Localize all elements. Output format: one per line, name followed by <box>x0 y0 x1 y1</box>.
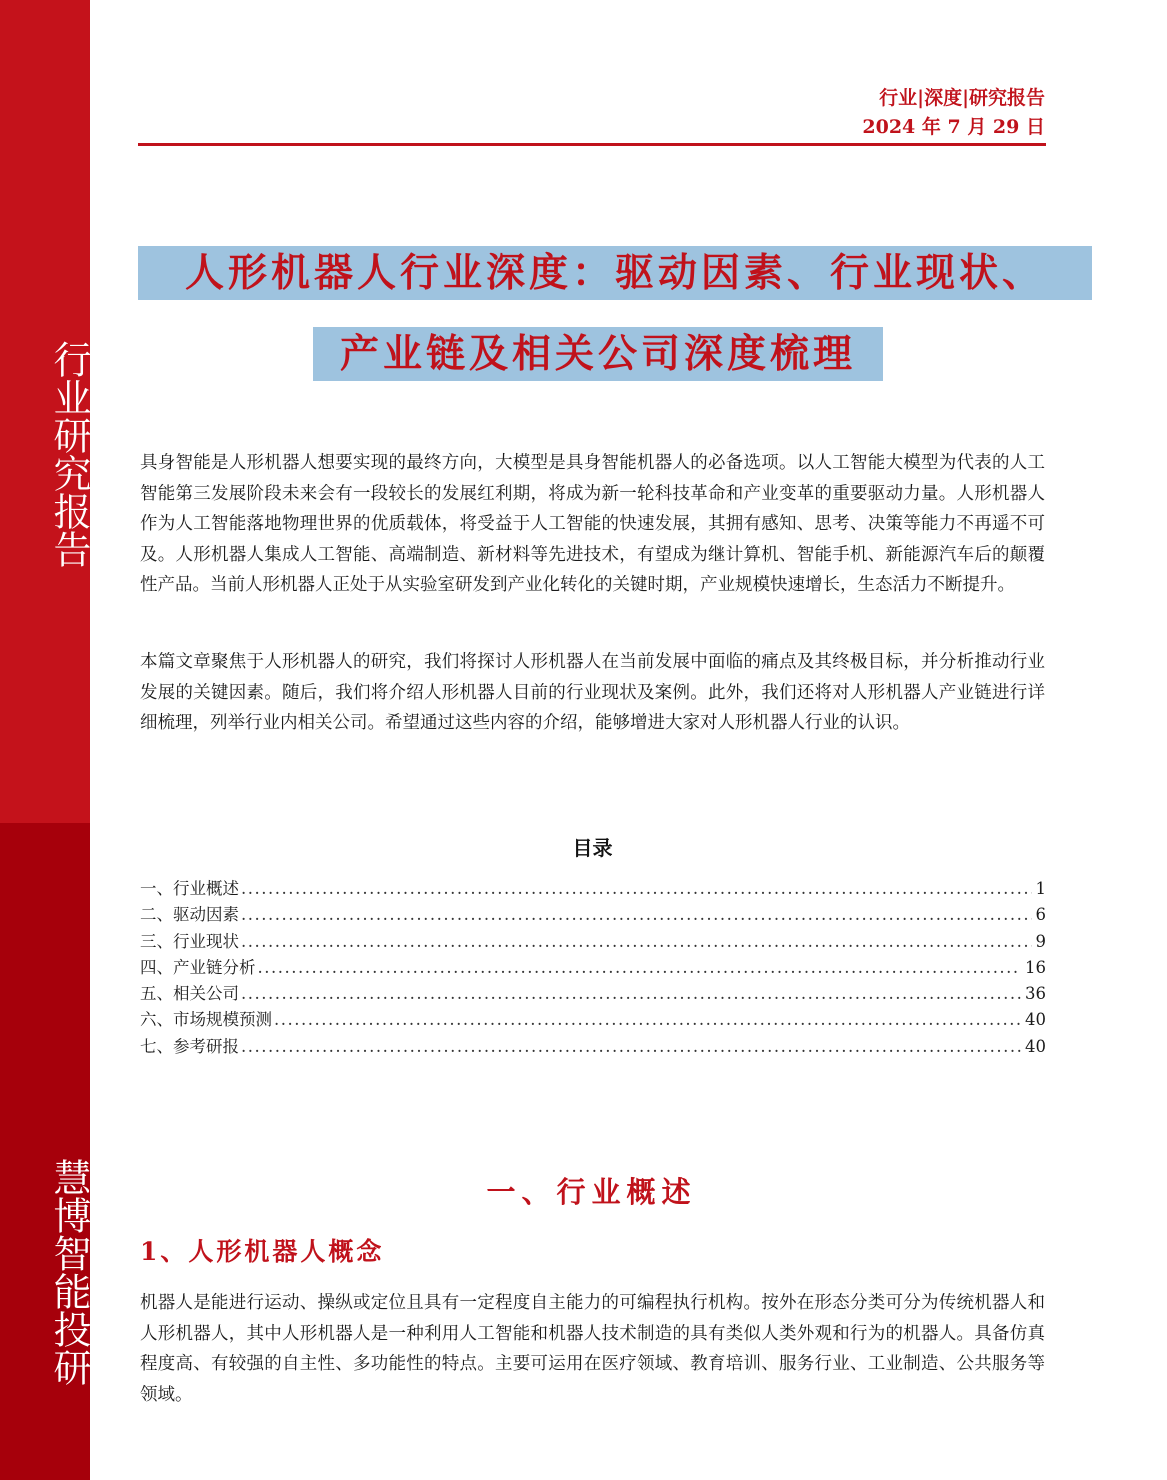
header-meta <box>862 84 1045 142</box>
toc-entry[interactable] <box>140 1034 1046 1060</box>
intro-paragraph-1: 具身智能是人形机器人想要实现的最终方向，大模型是具身智能机器人的必备选项。以人工智能大模型为代表的人工智能第三发展阶段未来会有一段较长的发展红利期，将成为新一轮科技革命和产业变革的重要驱动力量。人形机器人作为人工智能落地物理世界的优质载体，将受益于人工智能的快速发展，其拥有感知、思考、决策等能力不再遥不可及。人形机器人集成人工智能、高端制造、新材料等先进技术，有望成为继计算机、智能手机、新能源汽车后的颠覆性产品。当前人形机器人正处于从实验室研发到产业化转化的关键时期，产业规模快速增长，生态活力不断提升。 <box>140 453 1045 595</box>
toc-leader-dots <box>241 902 1032 928</box>
toc-entry-page: 40 <box>1025 1036 1046 1056</box>
toc-entry[interactable] <box>140 929 1046 955</box>
toc-entry[interactable] <box>140 981 1046 1007</box>
toc-title: 目录 <box>572 836 613 860</box>
toc-entry-label: 五、相关公司 <box>140 984 239 1004</box>
toc-entry-label: 三、行业现状 <box>140 931 239 951</box>
toc-leader-dots <box>274 1007 1021 1033</box>
toc-entry-label: 七、参考研报 <box>140 1036 239 1056</box>
section-heading: 一、行业概述 <box>486 1175 697 1209</box>
header-divider <box>138 143 1046 146</box>
toc-entry[interactable] <box>140 955 1046 981</box>
report-date: 2024 年 7 月 29 日 <box>862 116 1045 138</box>
toc-entry-page: 9 <box>1035 931 1046 951</box>
toc-entry-label: 四、产业链分析 <box>140 957 256 977</box>
sidebar-bottom-band <box>0 823 90 1480</box>
toc-entry-page: 40 <box>1025 1010 1046 1030</box>
report-category: 行业|深度|研究报告 <box>879 87 1045 109</box>
toc-entry[interactable] <box>140 902 1046 928</box>
toc-entry-label: 二、驱动因素 <box>140 905 239 925</box>
subsection-heading: 1、人形机器人概念 <box>140 1237 385 1266</box>
toc-leader-dots <box>258 955 1022 981</box>
report-title-line-2: 产业链及相关公司深度梳理 <box>313 327 883 381</box>
table-of-contents <box>140 876 1046 1060</box>
toc-entry[interactable] <box>140 1007 1046 1033</box>
toc-leader-dots <box>241 929 1032 955</box>
toc-entry-label: 一、行业概述 <box>140 879 239 898</box>
toc-leader-dots <box>241 876 1032 902</box>
sidebar-report-type-label: 行业研究报告 <box>47 340 91 568</box>
toc-entry-page: 6 <box>1035 905 1046 925</box>
section-paragraph: 机器人是能进行运动、操纵或定位且具有一定程度自主能力的可编程执行机构。按外在形态分类可分为传统机器人和人形机器人，其中人形机器人是一种利用人工智能和机器人技术制造的具有类似人类外观和行为的机器人。具备仿真程度高、有较强的自主性、多功能性的特点。主要可运用在医疗领域、教育培训、服务行业、工业制造、公共服务等领域。 <box>140 1293 1045 1405</box>
toc-entry-page: 1 <box>1035 879 1046 898</box>
toc-entry-label: 六、市场规模预测 <box>140 1010 272 1030</box>
toc-entry-page: 36 <box>1025 984 1046 1004</box>
report-title-line-1: 人形机器人行业深度：驱动因素、行业现状、 <box>138 246 1092 300</box>
toc-leader-dots <box>241 981 1021 1007</box>
sidebar-brand-label: 慧博智能投研 <box>47 1158 91 1386</box>
toc-entry-page: 16 <box>1025 957 1046 977</box>
intro-paragraph-2: 本篇文章聚焦于人形机器人的研究，我们将探讨人形机器人在当前发展中面临的痛点及其终极目标，并分析推动行业发展的关键因素。随后，我们将介绍人形机器人目前的行业现状及案例。此外，我们还将对人形机器人产业链进行详细梳理，列举行业内相关公司。希望通过这些内容的介绍，能够增进大家对人形机器人行业的认识。 <box>140 652 1045 733</box>
toc-entry[interactable] <box>140 876 1046 902</box>
sidebar-top-band <box>0 0 90 823</box>
toc-leader-dots <box>241 1034 1021 1060</box>
